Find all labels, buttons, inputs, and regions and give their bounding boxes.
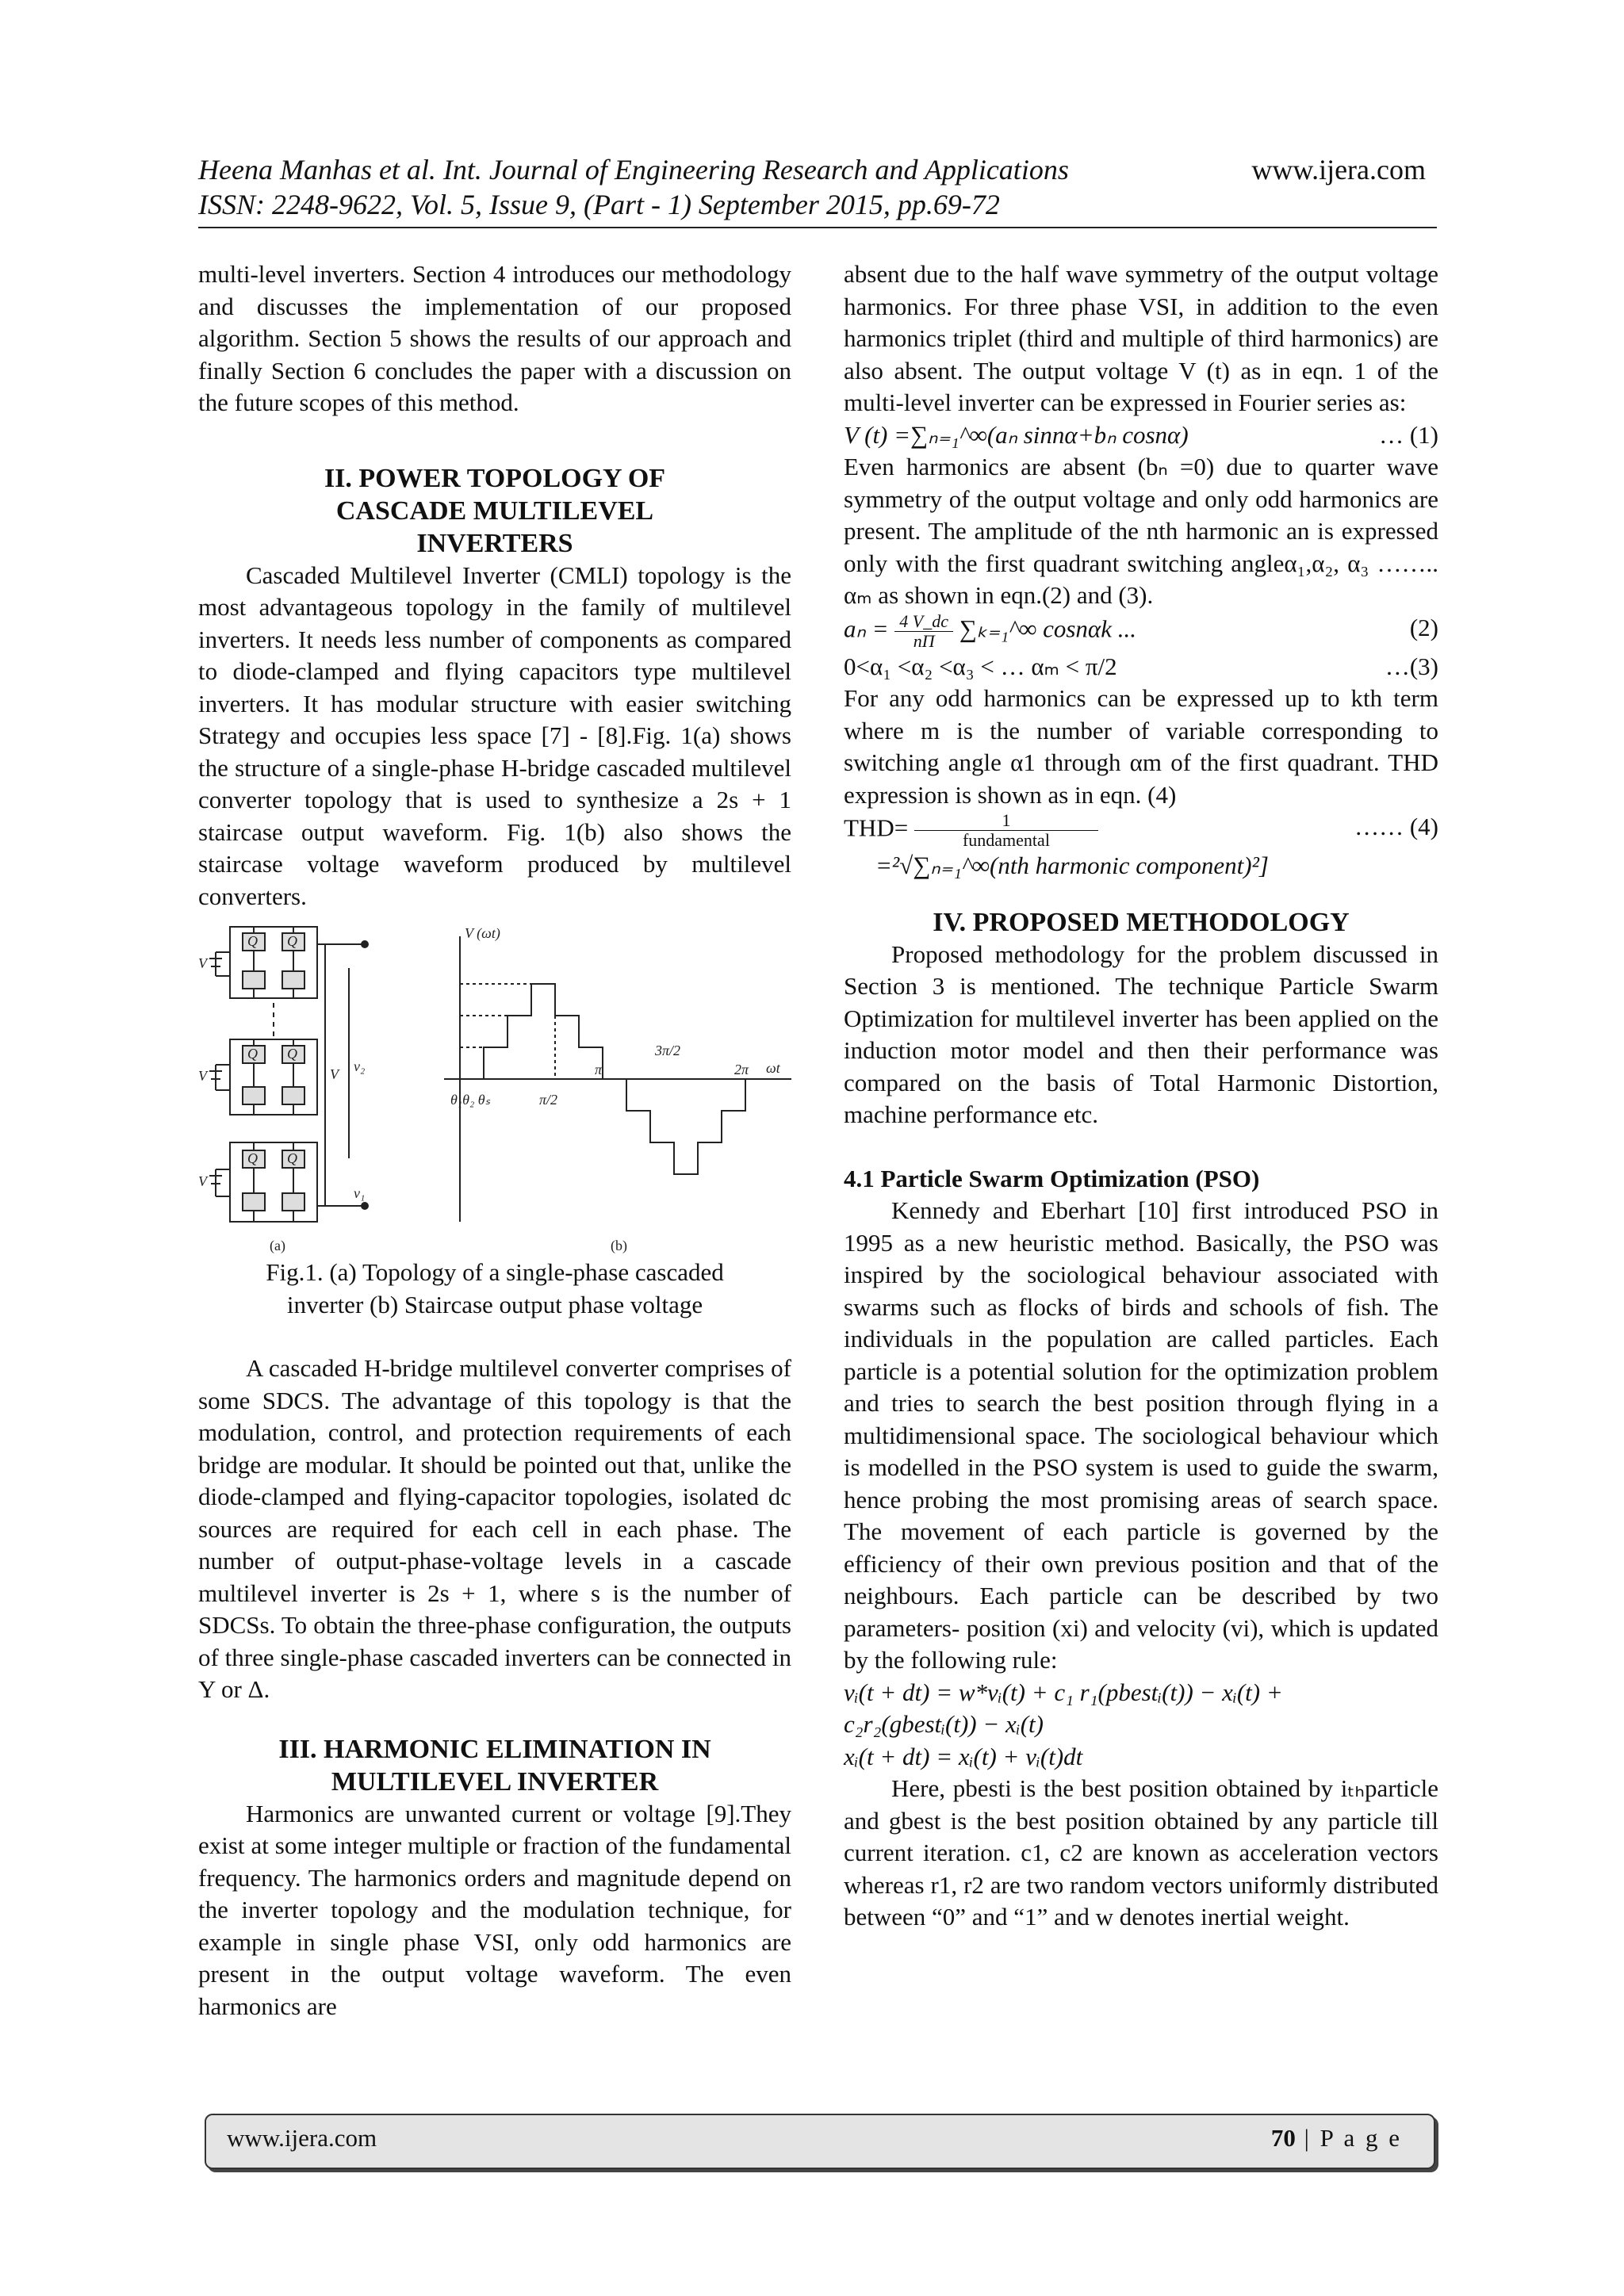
waveform-y-label: V (ωt) (465, 925, 500, 941)
v1-label: v₁ (354, 1185, 366, 1201)
section-4-title: IV. PROPOSED METHODOLOGY (933, 907, 1350, 937)
switch-label-1: Q (247, 933, 258, 949)
page-word: | P a g e (1295, 2124, 1402, 2152)
switch-label-6: Q (287, 1150, 297, 1166)
section-4-paragraph: Proposed methodology for the problem discussed in Section 3 is mentioned. The technique Particle Swarm Optimization for multilevel inverter has been applied on the induction motor model and then their performance was compared on the basis of Total Harmonic Distortion, machine performance etc. (844, 939, 1438, 1128)
equation-2-fraction (894, 612, 953, 651)
section-3-title-line-1: III. HARMONIC ELIMINATION IN (278, 1734, 711, 1764)
equation-4-numerator: 1 (914, 811, 1098, 831)
fig-label-a: (a) (270, 1238, 285, 1253)
section-2-title-line-1: II. POWER TOPOLOGY OF (324, 463, 666, 493)
figure-caption-line-1: Fig.1. (a) Topology of a single-phase cascaded (266, 1258, 724, 1286)
vdc-label-3: V (198, 1173, 207, 1189)
page-footer (205, 2114, 1435, 2169)
v2-label: v₂ (354, 1058, 366, 1074)
equation-4 (844, 811, 1438, 850)
right-column (844, 258, 1438, 1934)
equation-2 (844, 612, 1438, 651)
intro-paragraph: multi-level inverters. Section 4 introduces our methodology and discusses the implementation of our proposed algorithm. Section 5 shows the results of our approach and finally Section 6 concludes the paper with a discussion on the future scopes of this method. (198, 260, 791, 416)
equation-3-body: 0<α₁ <α₂ <α₃ < … αₘ < π/2 (844, 652, 1117, 680)
figure-1-drawing (198, 920, 791, 1253)
pso-parameters-paragraph: Here, pbesti is the best position obtained by iₜₕparticle and gbest is the best position obtained by any particle till current iteration. c1, c2 are known as acceleration vectors whereas r1, r2 are two random vectors uniformly distributed between “0” and “1” and w denotes inertial weight. (844, 1774, 1438, 1931)
header-line-1: Heena Manhas et al. Int. Journal of Engineering Research and Applications (198, 154, 1069, 186)
three-pi-half-label: 3π/2 (655, 1043, 681, 1058)
velocity-equation-line-2: c₂r₂(gbestᵢ(t)) − xᵢ(t) (844, 1710, 1044, 1738)
subsection-4-1-title: 4.1 Particle Swarm Optimization (PSO) (844, 1164, 1260, 1192)
header-line-2: ISSN: 2248-9622, Vol. 5, Issue 9, (Part - 1) September 2015, pp.69-72 (198, 189, 1000, 220)
equation-4-number: …… (4) (1354, 813, 1438, 840)
velocity-equation-line-1: vᵢ(t + dt) = w*vᵢ(t) + c₁ r₁(pbestᵢ(t)) − xᵢ(t) + (844, 1678, 1283, 1706)
figure-1 (198, 920, 791, 1253)
equation-4-line-2: =²√∑ₙ₌₁^∞(nth harmonic component)²] (875, 851, 1269, 879)
harmonics-continued-paragraph: absent due to the half wave symmetry of the output voltage harmonics. For three phase VSI, in addition to the even harmonics triplet (third and multiple of third harmonics) are also absent. The output voltage V (t) as in eqn. 1 of the multi-level inverter can be expressed in Fourier series as: (844, 260, 1438, 416)
position-equation: xᵢ(t + dt) = xᵢ(t) + vᵢ(t)dt (844, 1742, 1083, 1770)
even-harmonics-paragraph: Even harmonics are absent (bₙ =0) due to quarter wave symmetry of the output voltage and only odd harmonics are present. The amplitude of the nth harmonic an is expressed only with the first quadrant switching angleα₁,α₂, α₃ …….. αₘ as shown in eqn.(2) and (3). (844, 453, 1438, 609)
vdc-label-2: V (198, 1068, 207, 1084)
switch-label-4: Q (287, 1046, 297, 1062)
section-2-title-line-3: INVERTERS (416, 528, 573, 558)
header-divider (198, 227, 1437, 228)
equation-1 (844, 419, 1438, 452)
switch-label-2: Q (287, 933, 297, 949)
van-label: V (330, 1066, 339, 1082)
equation-2-body (844, 612, 1136, 651)
switch-label-3: Q (247, 1046, 258, 1062)
header-site-link[interactable]: www.ijera.com (1251, 154, 1426, 186)
pi-half-label: π/2 (539, 1092, 558, 1108)
equation-4-body (844, 811, 1098, 850)
equation-3-number: …(3) (1385, 652, 1438, 680)
pso-paragraph: Kennedy and Eberhart [10] first introduced PSO in 1995 as a new heuristic method. Basically, the PSO was inspired by the sociological behaviour associated with swarms such as flocks of birds and schools of fish. The individuals in the population are called particles. Each particle is a potential solution for the optimization problem and tries to search the best position through flying in a multidimensional space. The sociological behaviour which is modelled in the PSO system is used to guide the swarm, hence probing the most promising areas of search space. The movement of each particle is governed by the efficiency of their own previous position and that of the neighbours. Each particle can be described by two parameters- position (xi) and velocity (vi), which is updated by the following rule: (844, 1196, 1438, 1674)
vdc-label-1: V (198, 955, 207, 971)
theta-label: θ₁θ₂ θₛ (450, 1092, 491, 1108)
equation-1-number: … (1) (1379, 420, 1438, 449)
footer-site-link[interactable]: www.ijera.com (227, 2124, 377, 2152)
equation-4-denominator: fundamental (962, 830, 1050, 850)
equation-2-rhs: ∑ₖ₌₁^∞ cosnαk ... (959, 614, 1136, 643)
left-column (198, 258, 791, 2022)
section-2-paragraph: Cascaded Multilevel Inverter (CMLI) topology is the most advantageous topology in the family of multilevel inverters. It needs less number of components as compared to diode-clamped and flying capacitors type multilevel inverters. It has modular structure with easier switching Strategy and occupies less space [7] - [8].Fig. 1(a) shows the structure of a single-phase H-bridge cascaded multilevel converter topology that is used to synthesize a 2s + 1 staircase output waveform. Fig. 1(b) also shows the staircase voltage waveform produced by multilevel converters. (198, 561, 791, 910)
equation-1-body: V (t) =∑ₙ₌₁^∞(aₙ sinnα+bₙ cosnα) (844, 420, 1189, 449)
journal-header (198, 152, 1426, 222)
section-2-title-line-2: CASCADE MULTILEVEL (335, 496, 654, 526)
equation-4-lhs: THD= (844, 813, 909, 842)
page-number: 70 (1270, 2124, 1296, 2152)
equation-2-denominator: nΠ (913, 630, 935, 651)
equation-2-number: (2) (1409, 613, 1438, 641)
odd-harmonics-paragraph: For any odd harmonics can be expressed up to kth term where m is the number of variable corresponding to switching angle α1 through αm of the first quadrant. THD expression is shown as in eqn. (4) (844, 684, 1438, 809)
footer-page-number (1271, 2124, 1402, 2152)
cascade-paragraph: A cascaded H-bridge multilevel converter comprises of some SDCS. The advantage of this topology is that the modulation, control, and protection requirements of each bridge are modular. It should be pointed out that, unlike the diode-clamped and flying-capacitor topologies, isolated dc sources are required for each cell in each phase. The number of output-phase-voltage levels in a cascade multilevel inverter is 2s + 1, where s is the number of SDCSs. To obtain the three-phase configuration, the outputs of three single-phase cascaded inverters can be connected in Y or Δ. (198, 1354, 791, 1703)
equation-2-lhs: aₙ = (844, 614, 889, 643)
switch-label-5: Q (247, 1150, 258, 1166)
equation-3 (844, 651, 1438, 683)
circuit-topology (209, 927, 368, 1222)
fig-label-b: (b) (611, 1238, 627, 1253)
figure-caption-line-2: inverter (b) Staircase output phase voltage (286, 1290, 703, 1318)
hbridge-cell-2 (209, 1039, 317, 1115)
equation-4-fraction (914, 811, 1098, 850)
section-3-paragraph: Harmonics are unwanted current or voltage [9].They exist at some integer multiple or fraction of the fundamental frequency. The harmonics orders and magnitude depend on the inverter topology and the modulation technique, for example in single phase VSI, only odd harmonics are present in the output voltage waveform. The even harmonics are (198, 1799, 791, 2020)
omega-t-label: ωt (766, 1060, 780, 1076)
two-pi-label: 2π (734, 1062, 749, 1077)
section-3-title-line-2: MULTILEVEL INVERTER (331, 1766, 659, 1797)
pi-label: π (595, 1062, 603, 1077)
staircase-waveform (444, 936, 791, 1222)
equation-2-numerator: 4 V_dc (894, 612, 953, 632)
